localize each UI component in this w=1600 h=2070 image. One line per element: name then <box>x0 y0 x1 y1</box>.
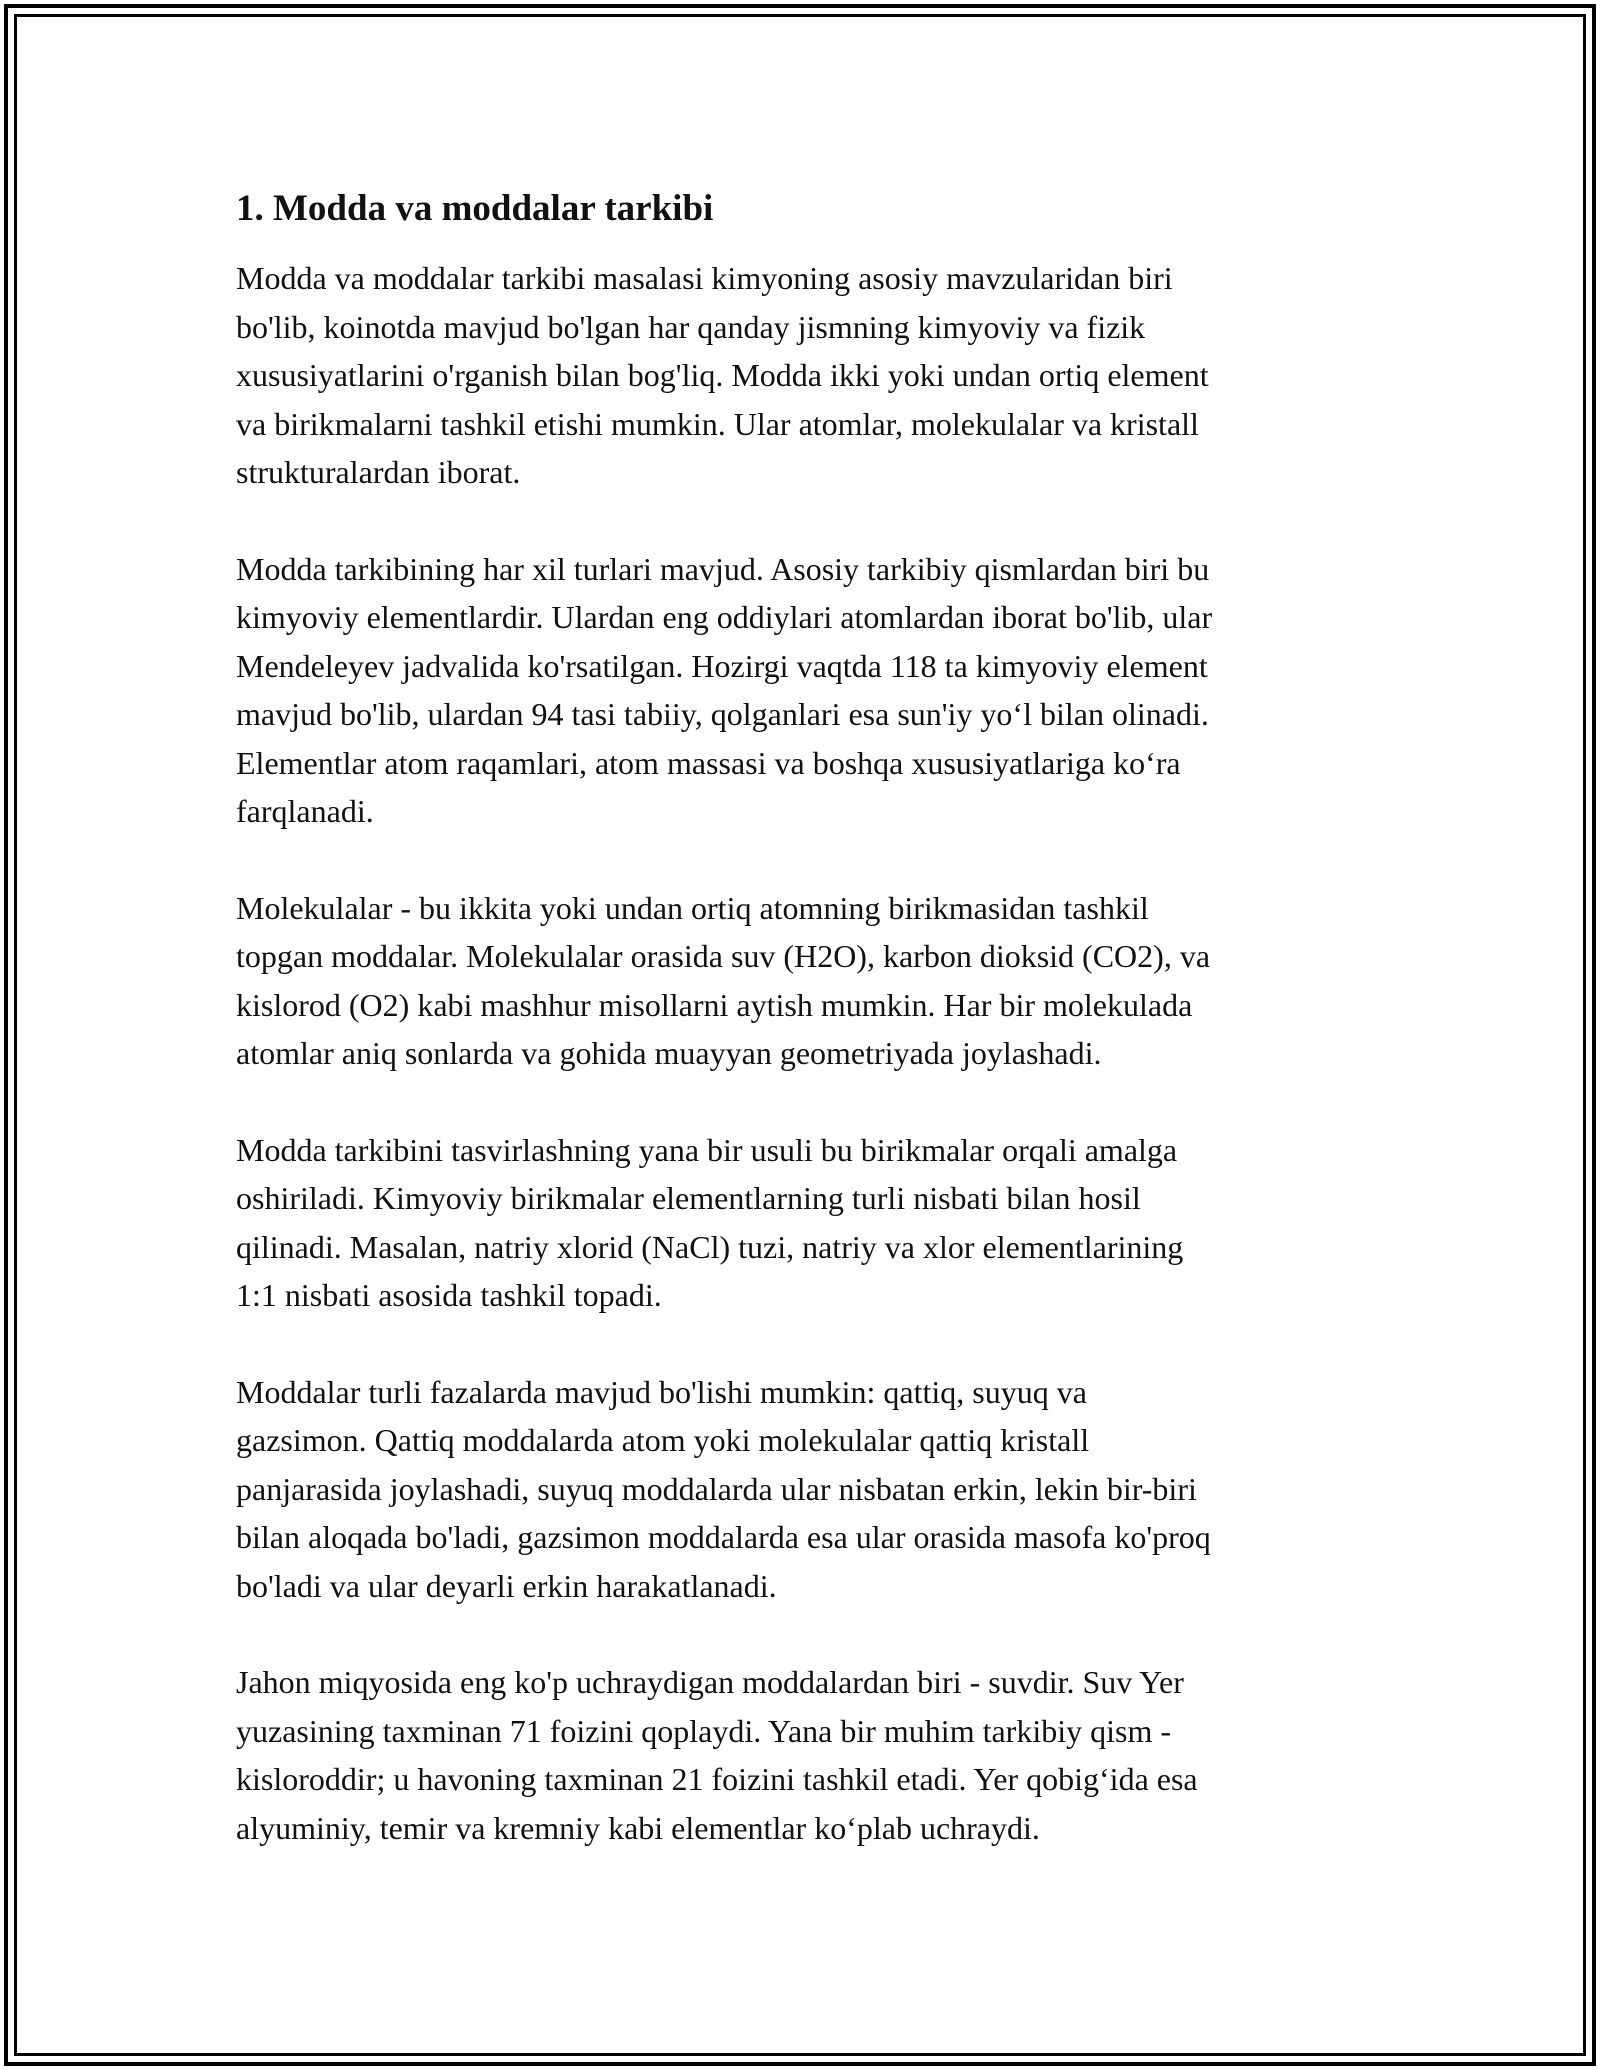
paragraph-5 <box>236 1368 1366 1611</box>
section-heading: 1. Modda va moddalar tarkibi <box>236 188 714 229</box>
text-line: Mendeleyev jadvalida ko'rsatilgan. Hozirgi vaqtda 118 ta kimyoviy element <box>236 647 1208 684</box>
document-body <box>236 186 1366 1900</box>
text-line: strukturalardan iborat. <box>236 454 521 490</box>
text-line: oshiriladi. Kimyoviy birikmalar elementlarning turli nisbati bilan hosil <box>236 1180 1141 1216</box>
paragraph-1 <box>236 254 1366 497</box>
text-line: xususiyatlarini o'rganish bilan bog'liq. Modda ikki yoki undan ortiq element <box>236 357 1209 393</box>
text-line: yuzasining taxminan 71 foizini qoplaydi. Yana bir muhim tarkibiy qism - <box>236 1712 1171 1749</box>
text-line: Modda tarkibining har xil turlari mavjud. Asosiy tarkibiy qismlardan biri bu <box>236 550 1210 587</box>
paragraph-4 <box>236 1126 1366 1320</box>
text-line: Molekulalar - bu ikkita yoki undan ortiq atomning birikmasidan tashkil <box>236 889 1149 926</box>
paragraph-2 <box>236 545 1366 836</box>
text-line: kimyoviy elementlardir. Ulardan eng oddiylari atomlardan iborat bo'lib, ular <box>236 599 1213 635</box>
text-line: alyuminiy, temir va kremniy kabi elementlar ko‘plab uchraydi. <box>236 1809 1040 1846</box>
text-line: Elementlar atom raqamlari, atom massasi va boshqa xususiyatlariga ko‘ra <box>236 744 1181 781</box>
text-line: kisloroddir; u havoning taxminan 21 foizini tashkil etadi. Yer qobig‘ida esa <box>236 1761 1198 1797</box>
paragraph-6 <box>236 1658 1366 1852</box>
text-line: panjarasida joylashadi, suyuq moddalarda ular nisbatan erkin, lekin bir-biri <box>236 1470 1197 1507</box>
text-line: atomlar aniq sonlarda va gohida muayyan geometriyada joylashadi. <box>236 1035 1102 1071</box>
text-line: Jahon miqyosida eng ko'p uchraydigan moddalardan biri - suvdir. Suv Yer <box>236 1664 1184 1700</box>
text-line: qilinadi. Masalan, natriy xlorid (NaCl) tuzi, natriy va xlor elementlarining <box>236 1228 1184 1265</box>
paragraph-3 <box>236 884 1366 1078</box>
text-line: bilan aloqada bo'ladi, gazsimon moddalarda esa ular orasida masofa ko'proq <box>236 1519 1211 1555</box>
text-line: bo'lib, koinotda mavjud bo'lgan har qanday jismning kimyoviy va fizik <box>236 308 1146 345</box>
text-line: Modda tarkibini tasvirlashning yana bir usuli bu birikmalar orqali amalga <box>236 1131 1178 1168</box>
text-line: farqlanadi. <box>236 793 374 829</box>
text-line: topgan moddalar. Molekulalar orasida suv (H2O), karbon dioksid (CO2), va <box>236 938 1211 974</box>
text-line: 1:1 nisbati asosida tashkil topadi. <box>236 1277 662 1313</box>
text-line: va birikmalarni tashkil etishi mumkin. Ular atomlar, molekulalar va kristall <box>236 405 1199 442</box>
text-line: Moddalar turli fazalarda mavjud bo'lishi mumkin: qattiq, suyuq va <box>236 1373 1087 1410</box>
text-line: kislorod (O2) kabi mashhur misollarni aytish mumkin. Har bir molekulada <box>236 986 1193 1023</box>
text-line: Modda va moddalar tarkibi masalasi kimyoning asosiy mavzularidan biri <box>236 260 1173 296</box>
text-line: bo'ladi va ular deyarli erkin harakatlanadi. <box>236 1567 777 1604</box>
text-line: gazsimon. Qattiq moddalarda atom yoki molekulalar qattiq kristall <box>236 1422 1090 1458</box>
text-line: mavjud bo'lib, ulardan 94 tasi tabiiy, qolganlari esa sun'iy yo‘l bilan olinadi. <box>236 696 1209 732</box>
